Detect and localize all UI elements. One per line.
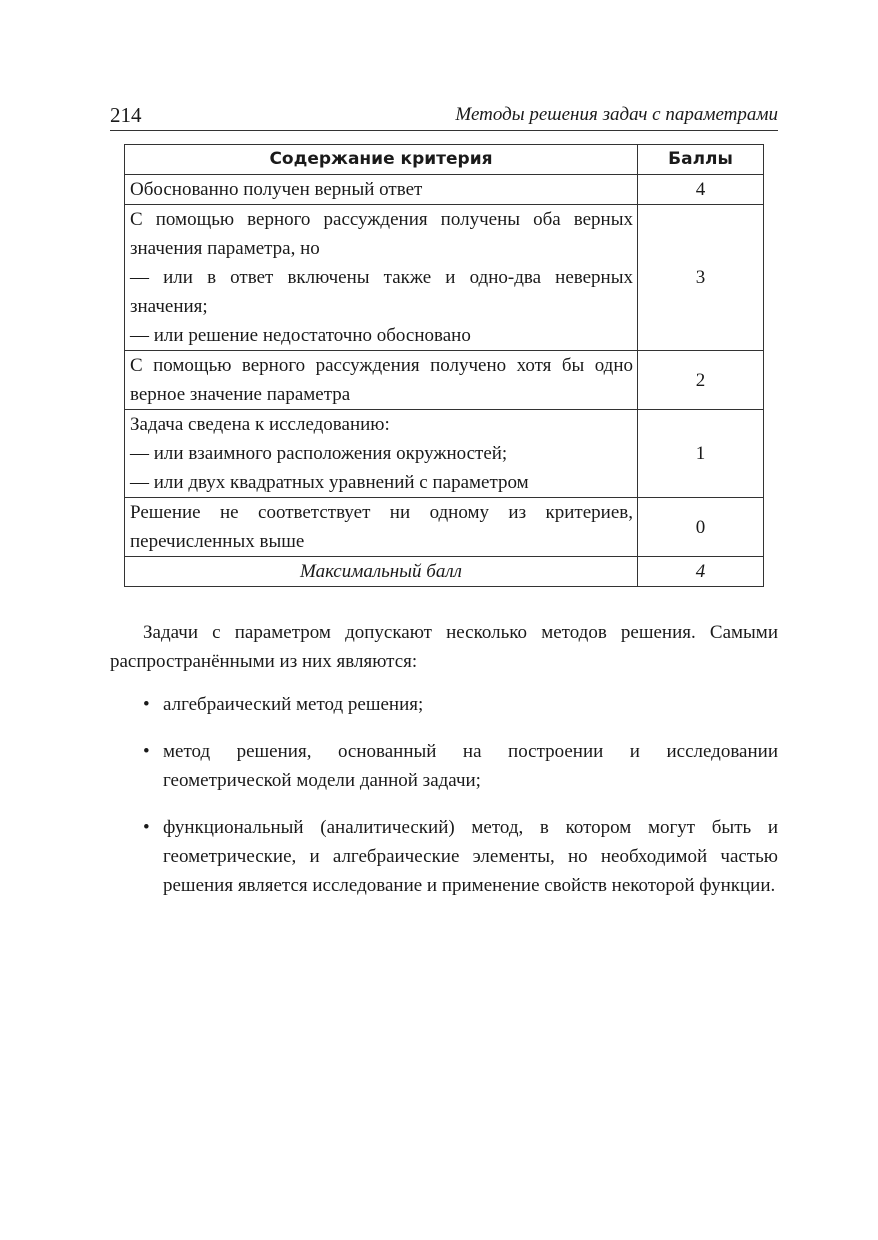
max-score-value: 4 xyxy=(638,557,764,587)
score-cell: 1 xyxy=(638,410,764,498)
criterion-line: С помощью верного рассуждения получены оба верных значения параметра, но xyxy=(130,209,633,259)
bullet-icon: • xyxy=(143,694,150,715)
criterion-cell: Обоснованно получен верный ответ xyxy=(125,175,638,205)
criterion-line: — или взаимного расположения окружностей; xyxy=(130,443,508,464)
bullet-icon: • xyxy=(143,817,150,838)
list-item-text: алгебраический метод решения; xyxy=(163,694,424,715)
table-row xyxy=(125,351,764,410)
column-header-criterion: Содержание критерия xyxy=(125,145,638,175)
list-item xyxy=(110,690,778,719)
criterion-cell: С помощью верного рассуждения получено хотя бы одно верное значение параметра xyxy=(125,351,638,410)
list-item xyxy=(110,813,778,900)
criterion-line: — или в ответ включены также и одно-два неверных значения; xyxy=(130,267,633,317)
criteria-table xyxy=(124,144,764,587)
table-header-row xyxy=(125,145,764,175)
list-item xyxy=(110,737,778,795)
running-title: Методы решения задач с параметрами xyxy=(455,104,778,125)
table-row xyxy=(125,175,764,205)
score-cell: 3 xyxy=(638,205,764,351)
list-item-text: метод решения, основанный на построении и исследовании геометрической модели данной задачи; xyxy=(163,741,778,791)
criterion-line: Задача сведена к исследованию: xyxy=(130,414,390,435)
list-item-text: функциональный (аналитический) метод, в котором могут быть и геометрические, и алгебраические элементы, но необходимой частью решения является исследование и применение свойств некоторой функции. xyxy=(163,817,778,896)
running-head xyxy=(110,102,778,131)
methods-list xyxy=(110,690,778,918)
max-score-row xyxy=(125,557,764,587)
max-score-label: Максимальный балл xyxy=(125,557,638,587)
page-number: 214 xyxy=(110,103,142,127)
criterion-cell xyxy=(125,205,638,351)
table-row xyxy=(125,410,764,498)
column-header-score: Баллы xyxy=(638,145,764,175)
table-row xyxy=(125,205,764,351)
criterion-line: — или двух квадратных уравнений с параметром xyxy=(130,472,529,493)
criterion-cell: Решение не соответствует ни одному из критериев, перечисленных выше xyxy=(125,498,638,557)
bullet-icon: • xyxy=(143,741,150,762)
table-row xyxy=(125,498,764,557)
score-cell: 2 xyxy=(638,351,764,410)
intro-paragraph: Задачи с параметром допускают несколько методов решения. Самыми распространёнными из них являются: xyxy=(110,622,778,672)
score-cell: 0 xyxy=(638,498,764,557)
criterion-cell xyxy=(125,410,638,498)
criterion-line: — или решение недостаточно обосновано xyxy=(130,325,471,346)
score-cell: 4 xyxy=(638,175,764,205)
